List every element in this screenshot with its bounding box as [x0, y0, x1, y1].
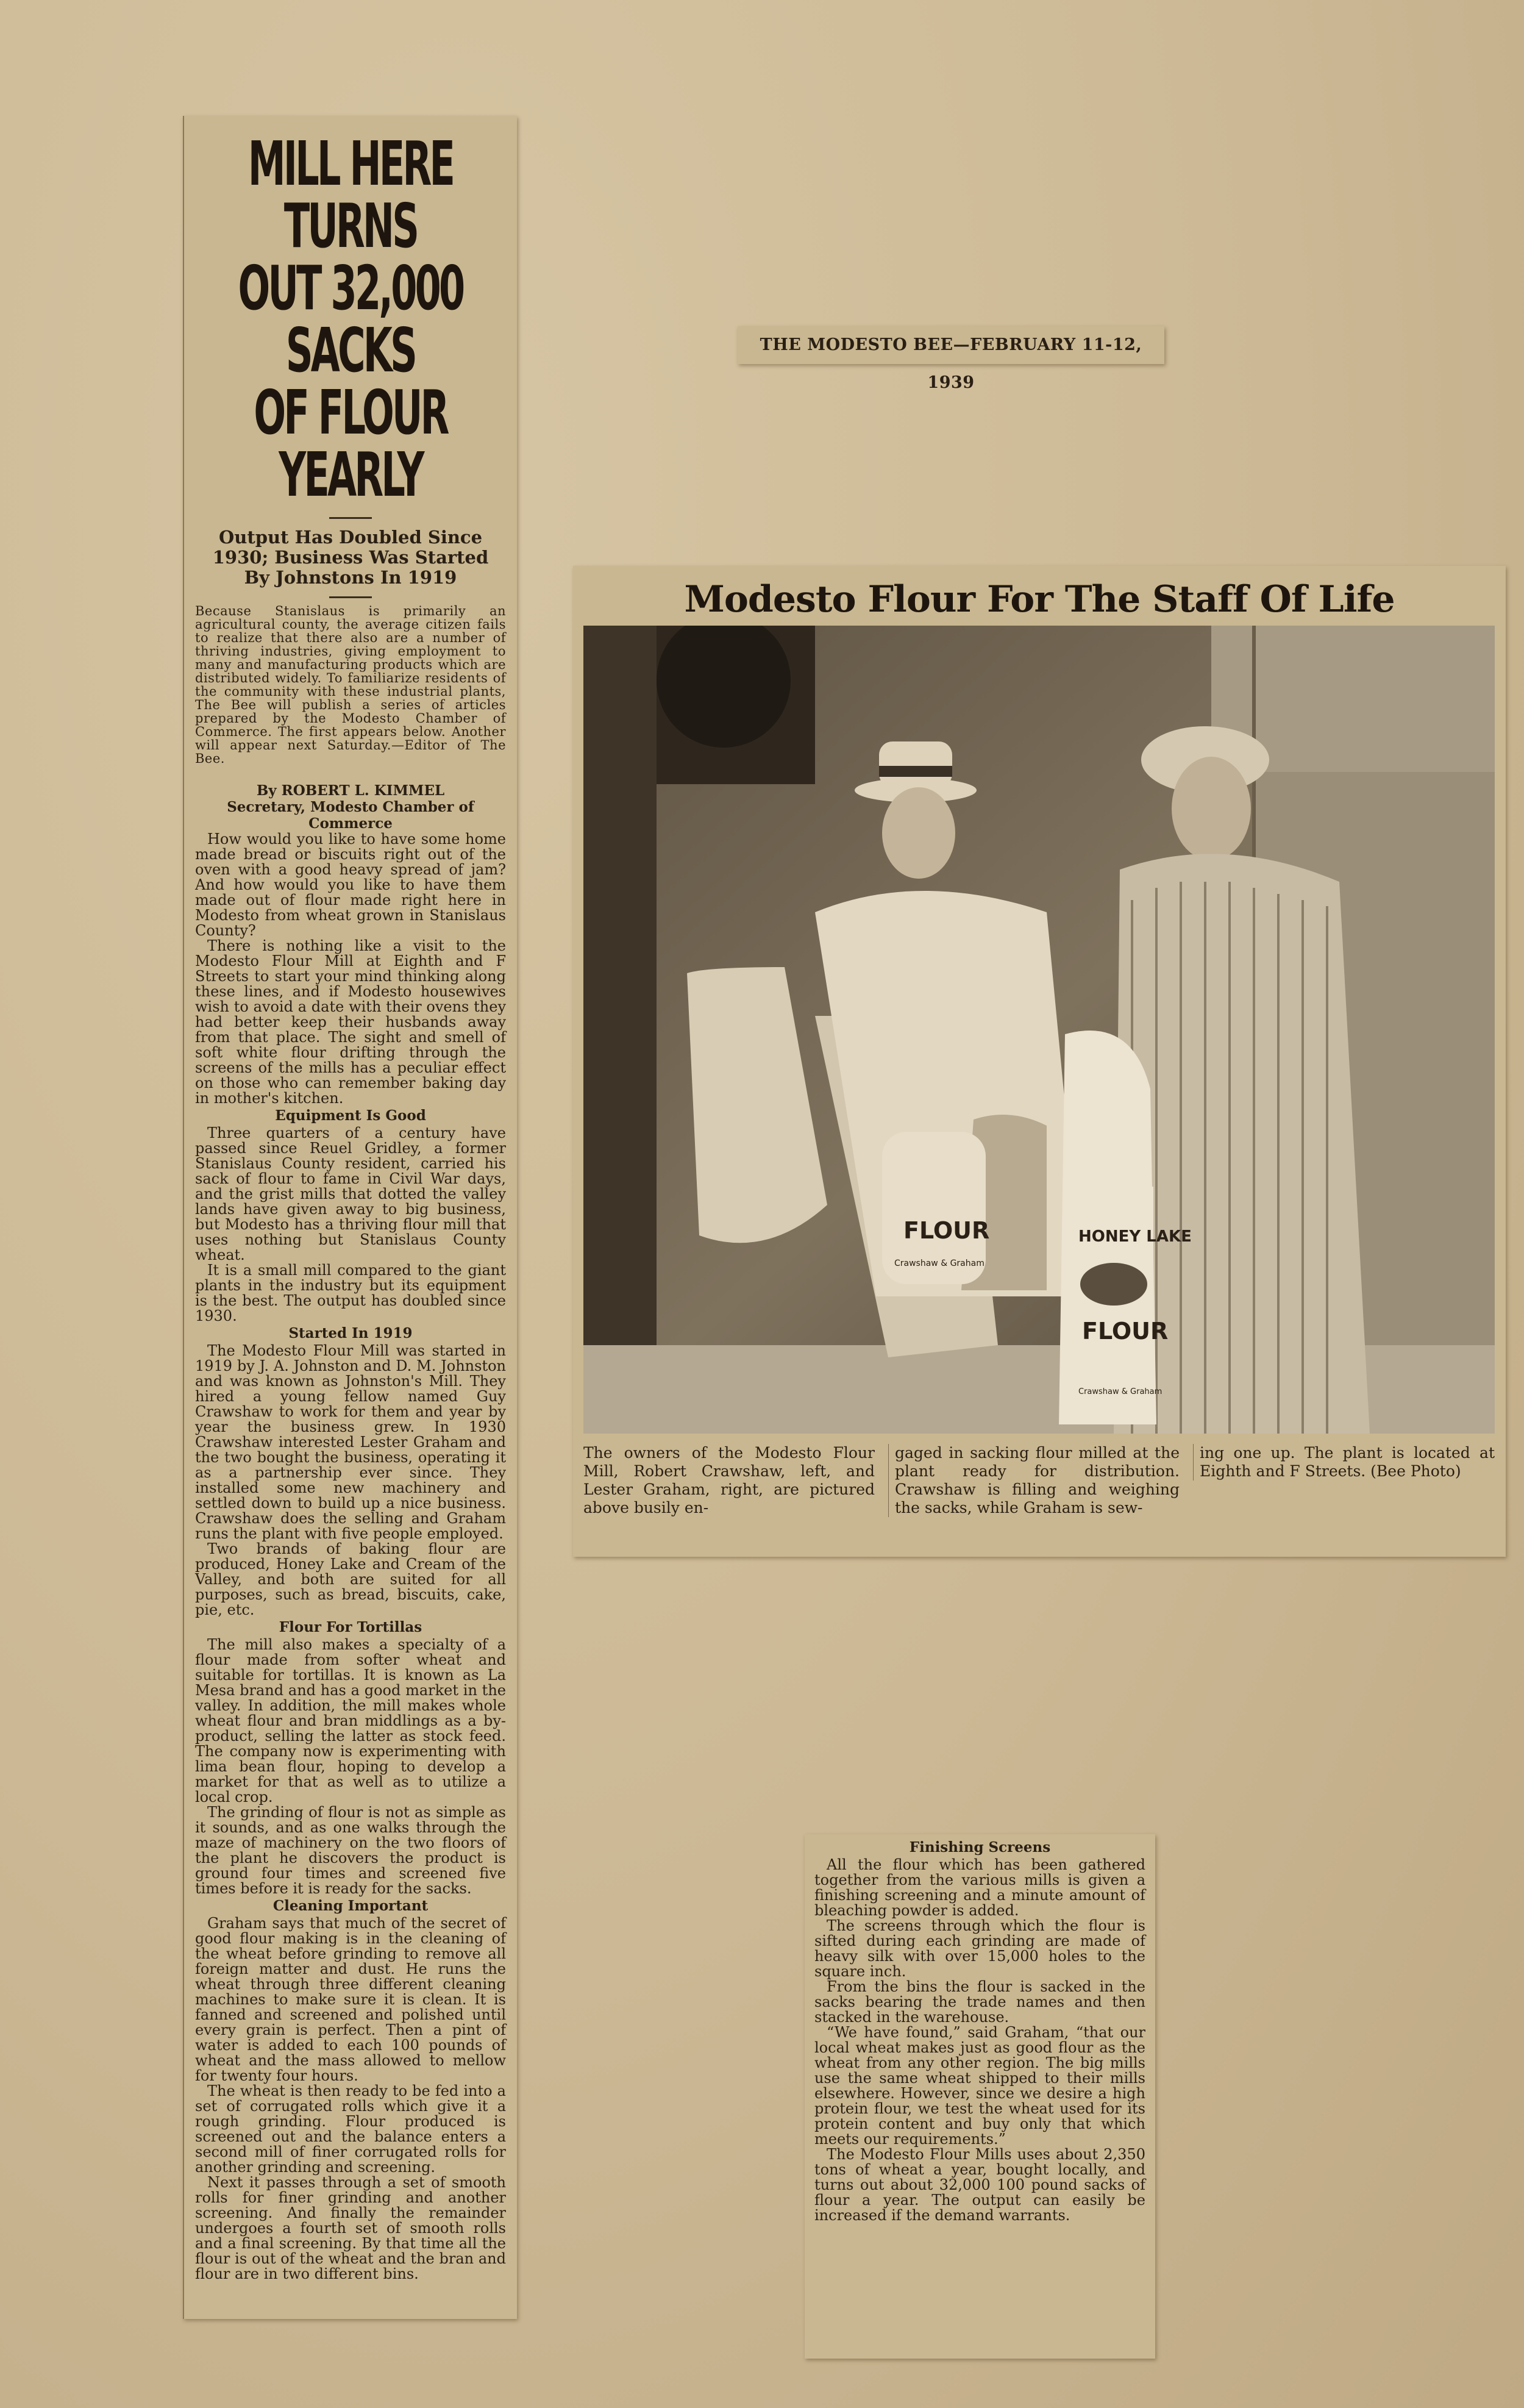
article-paragraph: The grinding of flour is not as simple as it sounds, and as one walks through the maze of machinery on the two floors of the plant he discovers the product is ground four times and screened five times before it is ready for the sacks.: [195, 1804, 506, 1897]
headline-line: MILL HERE TURNS: [247, 128, 454, 262]
dateline-clipping: [738, 326, 1164, 392]
photo-title: Modesto Flour For The Staff Of Life: [684, 578, 1395, 621]
caption-column: gaged in sacking flour milled at the plant ready for distribution. Crawshaw is filling and weighing the sacks, while Graham is sew-: [888, 1444, 1180, 1517]
photo-clipping: [573, 566, 1506, 1557]
article-paragraph: All the flour which has been gathered together from the various mills is given a finishing screening and a minute amount of bleaching powder is added.: [814, 1856, 1145, 1919]
article-paragraph: There is nothing like a visit to the Modesto Flour Mill at Eighth and F Streets to start your mind thinking along these lines, and if Modesto housewives wish to avoid a date with their ovens they had better keep their husbands away from that place. The sight and smell of soft white flour drifting through the screens of the mills has a peculiar effect on those who can remember baking day in mother's kitchen.: [195, 937, 506, 1107]
section-heading: Started In 1919: [288, 1325, 413, 1342]
article-paragraph: Graham says that much of the secret of good flour making is in the cleaning of the wheat before grinding to remove all foreign matter and dust. He runs the wheat through three different cleaning machines to make sure it is clean. It is fanned and screened and polished until every grain is perfect. Then a pint of water is added to each 100 pounds of wheat and the mass allowed to mellow for twenty four hours.: [195, 1915, 506, 2084]
byline-title: Secretary, Modesto Chamber of Commerce: [227, 799, 474, 832]
article-subheadline: Output Has Doubled Since 1930; Business Was Started By Johnstons In 1919: [212, 527, 489, 588]
byline-name: By ROBERT L. KIMMEL: [256, 782, 445, 799]
article-paragraph: Next it passes through a set of smooth rolls for finer grinding and another screening. And finally the remainder undergoes a fourth set of smooth rolls and a final screening. By that time all the flour is out of the wheat and the bran and flour are in two different bins.: [195, 2174, 506, 2282]
article-paragraph: The wheat is then ready to be fed into a set of corrugated rolls which give it a rough grinding. Flour produced is screened out and the balance enters a second mill of finer corrugated rolls for another grinding and screening.: [195, 2082, 506, 2176]
sack-maker-text-2: Crawshaw & Graham: [1078, 1387, 1163, 1396]
sack-maker-text: Crawshaw & Graham: [894, 1259, 985, 1268]
section-heading: Flour For Tortillas: [279, 1619, 422, 1635]
sack-brand-text: HONEY LAKE: [1078, 1227, 1192, 1246]
dateline: THE MODESTO BEE—FEBRUARY 11-12, 1939: [760, 335, 1142, 392]
article-paragraph: From the bins the flour is sacked in the sacks bearing the trade names and then stacked in the warehouse.: [814, 1978, 1145, 2026]
section-heading: Cleaning Important: [272, 1898, 429, 1914]
divider: [329, 596, 372, 598]
article-paragraph: “We have found,” said Graham, “that our local wheat makes just as good flour as the wheat from any other region. The big mills use the same wheat shipped to their mills elsewhere. However, since we desire a high protein flour, we test the wheat used for its protein content and buy only that which meets our requirements.”: [814, 2024, 1145, 2148]
mill-photo: [583, 626, 1495, 1434]
photo-illustration: [583, 626, 1495, 1434]
divider: [329, 517, 372, 519]
headline-line: OUT 32,000 SACKS: [238, 252, 463, 386]
article-paragraph: It is a small mill compared to the giant plants in the industry but its equipment is the best. The output has doubled since 1930.: [195, 1262, 506, 1324]
article-continuation-clipping: [805, 1834, 1155, 2359]
article-paragraph: The Modesto Flour Mills uses about 2,350 tons of wheat a year, bought locally, and turns out about 32,000 100 pound sacks of flour a year. The output can easily be increased if the demand warrants.: [814, 2146, 1145, 2224]
article-paragraph: The Modesto Flour Mill was started in 1919 by J. A. Johnston and D. M. Johnston and was known as Johnston's Mill. They hired a young fellow named Guy Crawshaw to work for them and year by year the business grew. In 1930 Crawshaw interested Lester Graham and the two bought the business, operating it as a partnership ever since. They installed some new machinery and settled down to build up a nice business. Crawshaw does the selling and Graham runs the plant with five people employed.: [195, 1342, 506, 1542]
section-heading: Finishing Screens: [909, 1839, 1051, 1856]
article-paragraph: The screens through which the flour is sifted during each grinding are made of heavy silk with over 15,000 holes to the square inch.: [814, 1917, 1145, 1980]
caption-column: ing one up. The plant is located at Eighth and F Streets. (Bee Photo): [1193, 1444, 1495, 1481]
article-paragraph: How would you like to have some home made bread or biscuits right out of the oven with a good heavy spread of jam? And how would you like to have them made out of flour made right here in Modesto from wheat grown in Stanislaus County?: [195, 831, 506, 939]
article-headline: [196, 128, 505, 510]
sack-flour-text: FLOUR: [903, 1217, 990, 1244]
section-heading: Equipment Is Good: [275, 1107, 426, 1124]
headline-line: OF FLOUR YEARLY: [254, 377, 447, 510]
article-paragraph: Three quarters of a century have passed since Reuel Gridley, a former Stanislaus County resident, carried his sack of flour to fame in Civil War days, and the grist mills that dotted the valley lands have given away to big business, but Modesto has a thriving flour mill that uses nothing but Stanislaus County wheat.: [195, 1124, 506, 1263]
article-paragraph: Two brands of baking flour are produced, Honey Lake and Cream of the Valley, and both are suited for all purposes, such as bread, biscuits, cake, pie, etc.: [195, 1540, 506, 1618]
caption-column: The owners of the Modesto Flour Mill, Robert Crawshaw, left, and Lester Graham, right, are pictured above busily en-: [583, 1444, 875, 1517]
photo-caption: [583, 1444, 1495, 1548]
article-clipping: [183, 116, 517, 2319]
article-paragraph: The mill also makes a specialty of a flour made from softer wheat and suitable for tortillas. It is known as La Mesa brand and has a good market in the valley. In addition, the mill makes whole wheat flour and bran middlings as a by-product, selling the latter as stock feed. The company now is experimenting with lima bean flour, hoping to develop a market for that as well as to utilize a local crop.: [195, 1636, 506, 1806]
sack-flour-text-2: FLOUR: [1082, 1318, 1169, 1345]
editor-note: Because Stanislaus is primarily an agricultural county, the average citizen fails to realize that there also are a number of thriving industries, giving employment to many and manufacturing products which are distributed widely. To familiarize residents of the community with these industrial plants, The Bee will publish a series of articles prepared by the Modesto Chamber of Commerce. The first appears below. Another will appear next Saturday.—Editor of The Bee.: [195, 604, 506, 766]
